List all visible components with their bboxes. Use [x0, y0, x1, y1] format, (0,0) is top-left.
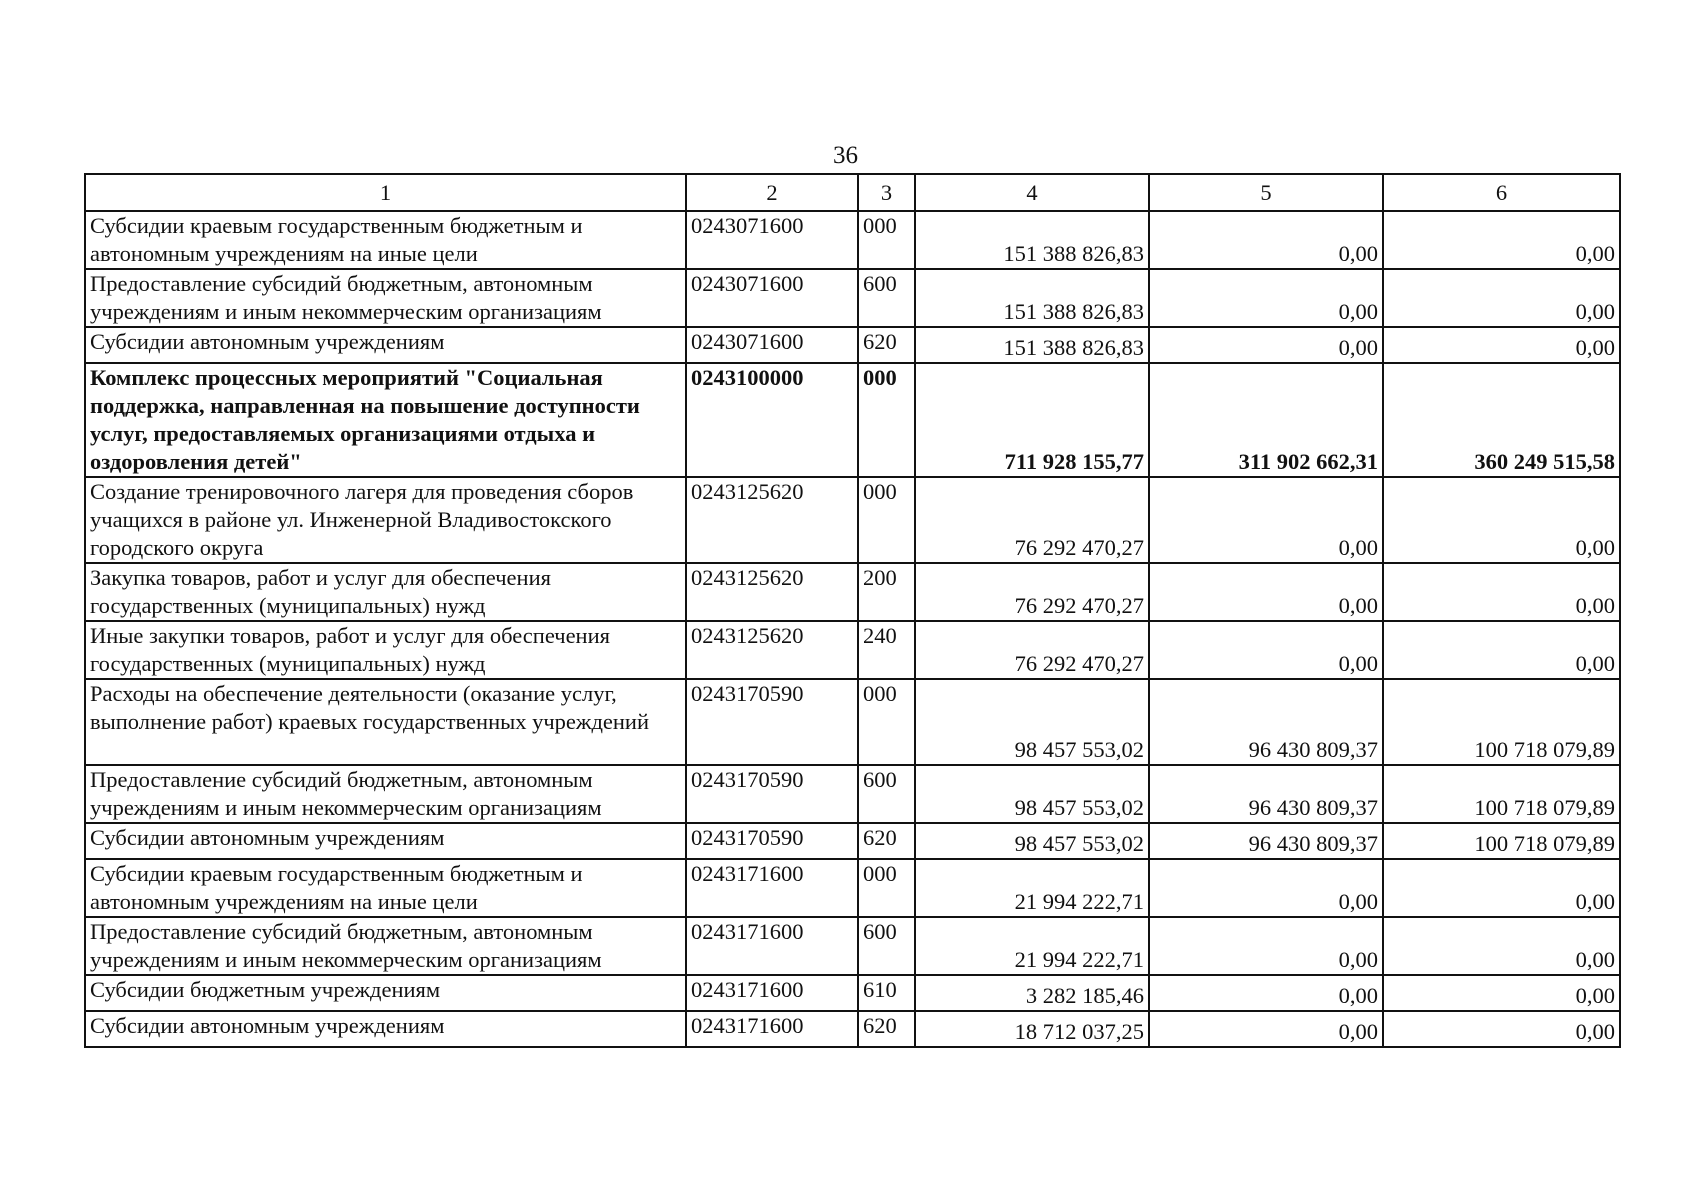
row-name-cell: Субсидии автономным учреждениям: [85, 823, 686, 859]
row-kvr-cell: 620: [858, 327, 915, 363]
row-kvr-cell: 000: [858, 859, 915, 917]
row-amount-col5-cell: 0,00: [1149, 327, 1383, 363]
row-kvr-cell: 000: [858, 679, 915, 765]
table-row: [85, 765, 1620, 823]
row-kvr-cell: 240: [858, 621, 915, 679]
row-name-cell: Расходы на обеспечение деятельности (оказание услуг, выполнение работ) краевых государственных учреждений: [85, 679, 686, 765]
row-kvr-cell: 000: [858, 211, 915, 269]
row-amount-col6-cell: 100 718 079,89: [1383, 765, 1620, 823]
table-row: [85, 823, 1620, 859]
table-row: [85, 563, 1620, 621]
row-amount-col4-cell: 151 388 826,83: [915, 269, 1149, 327]
row-kvr-cell: 200: [858, 563, 915, 621]
row-kvr-cell: 000: [858, 363, 915, 477]
row-kvr-cell: 600: [858, 765, 915, 823]
row-amount-col5-cell: 0,00: [1149, 477, 1383, 563]
row-amount-col6-cell: 0,00: [1383, 327, 1620, 363]
row-amount-col4-cell: 711 928 155,77: [915, 363, 1149, 477]
row-amount-col5-cell: 96 430 809,37: [1149, 823, 1383, 859]
row-amount-col4-cell: 151 388 826,83: [915, 211, 1149, 269]
column-header: 3: [858, 174, 915, 211]
row-name-cell: Закупка товаров, работ и услуг для обеспечения государственных (муниципальных) нужд: [85, 563, 686, 621]
row-code-cell: 0243100000: [686, 363, 858, 477]
row-amount-col5-cell: 0,00: [1149, 917, 1383, 975]
row-name-cell: Иные закупки товаров, работ и услуг для обеспечения государственных (муниципальных) нужд: [85, 621, 686, 679]
row-amount-col5-cell: 0,00: [1149, 563, 1383, 621]
row-code-cell: 0243171600: [686, 1011, 858, 1047]
row-kvr-cell: 620: [858, 1011, 915, 1047]
row-amount-col4-cell: 98 457 553,02: [915, 823, 1149, 859]
table-row: [85, 363, 1620, 477]
row-amount-col6-cell: 0,00: [1383, 1011, 1620, 1047]
row-amount-col5-cell: 0,00: [1149, 269, 1383, 327]
row-amount-col4-cell: 21 994 222,71: [915, 859, 1149, 917]
row-name-cell: Субсидии автономным учреждениям: [85, 1011, 686, 1047]
table-row: [85, 917, 1620, 975]
row-amount-col5-cell: 0,00: [1149, 211, 1383, 269]
row-amount-col4-cell: 76 292 470,27: [915, 477, 1149, 563]
row-amount-col6-cell: 0,00: [1383, 859, 1620, 917]
column-header: 6: [1383, 174, 1620, 211]
row-amount-col6-cell: 360 249 515,58: [1383, 363, 1620, 477]
row-name-cell: Субсидии автономным учреждениям: [85, 327, 686, 363]
row-amount-col4-cell: 3 282 185,46: [915, 975, 1149, 1011]
row-amount-col4-cell: 98 457 553,02: [915, 679, 1149, 765]
row-amount-col5-cell: 96 430 809,37: [1149, 679, 1383, 765]
row-amount-col4-cell: 151 388 826,83: [915, 327, 1149, 363]
row-code-cell: 0243071600: [686, 269, 858, 327]
column-header: 2: [686, 174, 858, 211]
row-amount-col6-cell: 0,00: [1383, 211, 1620, 269]
row-kvr-cell: 620: [858, 823, 915, 859]
column-header: 4: [915, 174, 1149, 211]
row-amount-col6-cell: 0,00: [1383, 975, 1620, 1011]
table-row: [85, 859, 1620, 917]
row-amount-col5-cell: 0,00: [1149, 1011, 1383, 1047]
row-amount-col6-cell: 0,00: [1383, 917, 1620, 975]
page-number: 36: [833, 142, 858, 169]
table-row: [85, 269, 1620, 327]
row-amount-col6-cell: 100 718 079,89: [1383, 823, 1620, 859]
row-amount-col5-cell: 311 902 662,31: [1149, 363, 1383, 477]
row-code-cell: 0243125620: [686, 621, 858, 679]
row-amount-col6-cell: 0,00: [1383, 621, 1620, 679]
row-kvr-cell: 600: [858, 917, 915, 975]
row-code-cell: 0243171600: [686, 975, 858, 1011]
row-name-cell: Создание тренировочного лагеря для проведения сборов учащихся в районе ул. Инженерной Владивостокского городского округа: [85, 477, 686, 563]
table-row: [85, 621, 1620, 679]
row-amount-col6-cell: 0,00: [1383, 563, 1620, 621]
row-code-cell: 0243171600: [686, 917, 858, 975]
table-row: [85, 327, 1620, 363]
row-code-cell: 0243170590: [686, 679, 858, 765]
table-row: [85, 211, 1620, 269]
row-amount-col4-cell: 76 292 470,27: [915, 621, 1149, 679]
row-amount-col6-cell: 100 718 079,89: [1383, 679, 1620, 765]
column-header: 5: [1149, 174, 1383, 211]
row-code-cell: 0243170590: [686, 765, 858, 823]
table-row: [85, 679, 1620, 765]
row-amount-col4-cell: 98 457 553,02: [915, 765, 1149, 823]
row-name-cell: Предоставление субсидий бюджетным, автономным учреждениям и иным некоммерческим организациям: [85, 917, 686, 975]
row-amount-col5-cell: 0,00: [1149, 975, 1383, 1011]
row-code-cell: 0243071600: [686, 211, 858, 269]
row-code-cell: 0243170590: [686, 823, 858, 859]
row-name-cell: Субсидии краевым государственным бюджетным и автономным учреждениям на иные цели: [85, 211, 686, 269]
row-name-cell: Субсидии краевым государственным бюджетным и автономным учреждениям на иные цели: [85, 859, 686, 917]
budget-table: [84, 173, 1621, 1048]
row-name-cell: Предоставление субсидий бюджетным, автономным учреждениям и иным некоммерческим организациям: [85, 269, 686, 327]
row-code-cell: 0243171600: [686, 859, 858, 917]
row-amount-col6-cell: 0,00: [1383, 269, 1620, 327]
table-row: [85, 975, 1620, 1011]
row-amount-col6-cell: 0,00: [1383, 477, 1620, 563]
row-amount-col5-cell: 96 430 809,37: [1149, 765, 1383, 823]
row-amount-col4-cell: 21 994 222,71: [915, 917, 1149, 975]
table-row: [85, 1011, 1620, 1047]
row-name-cell: Предоставление субсидий бюджетным, автономным учреждениям и иным некоммерческим организациям: [85, 765, 686, 823]
row-kvr-cell: 600: [858, 269, 915, 327]
row-amount-col4-cell: 76 292 470,27: [915, 563, 1149, 621]
row-kvr-cell: 000: [858, 477, 915, 563]
row-amount-col5-cell: 0,00: [1149, 859, 1383, 917]
column-header: 1: [85, 174, 686, 211]
table-row: [85, 477, 1620, 563]
row-amount-col4-cell: 18 712 037,25: [915, 1011, 1149, 1047]
row-code-cell: 0243071600: [686, 327, 858, 363]
table-header-row: [85, 174, 1620, 211]
row-code-cell: 0243125620: [686, 563, 858, 621]
row-amount-col5-cell: 0,00: [1149, 621, 1383, 679]
row-name-cell: Субсидии бюджетным учреждениям: [85, 975, 686, 1011]
row-name-cell: Комплекс процессных мероприятий "Социальная поддержка, направленная на повышение доступности услуг, предоставляемых организациями отдыха и оздоровления детей": [85, 363, 686, 477]
row-kvr-cell: 610: [858, 975, 915, 1011]
row-code-cell: 0243125620: [686, 477, 858, 563]
